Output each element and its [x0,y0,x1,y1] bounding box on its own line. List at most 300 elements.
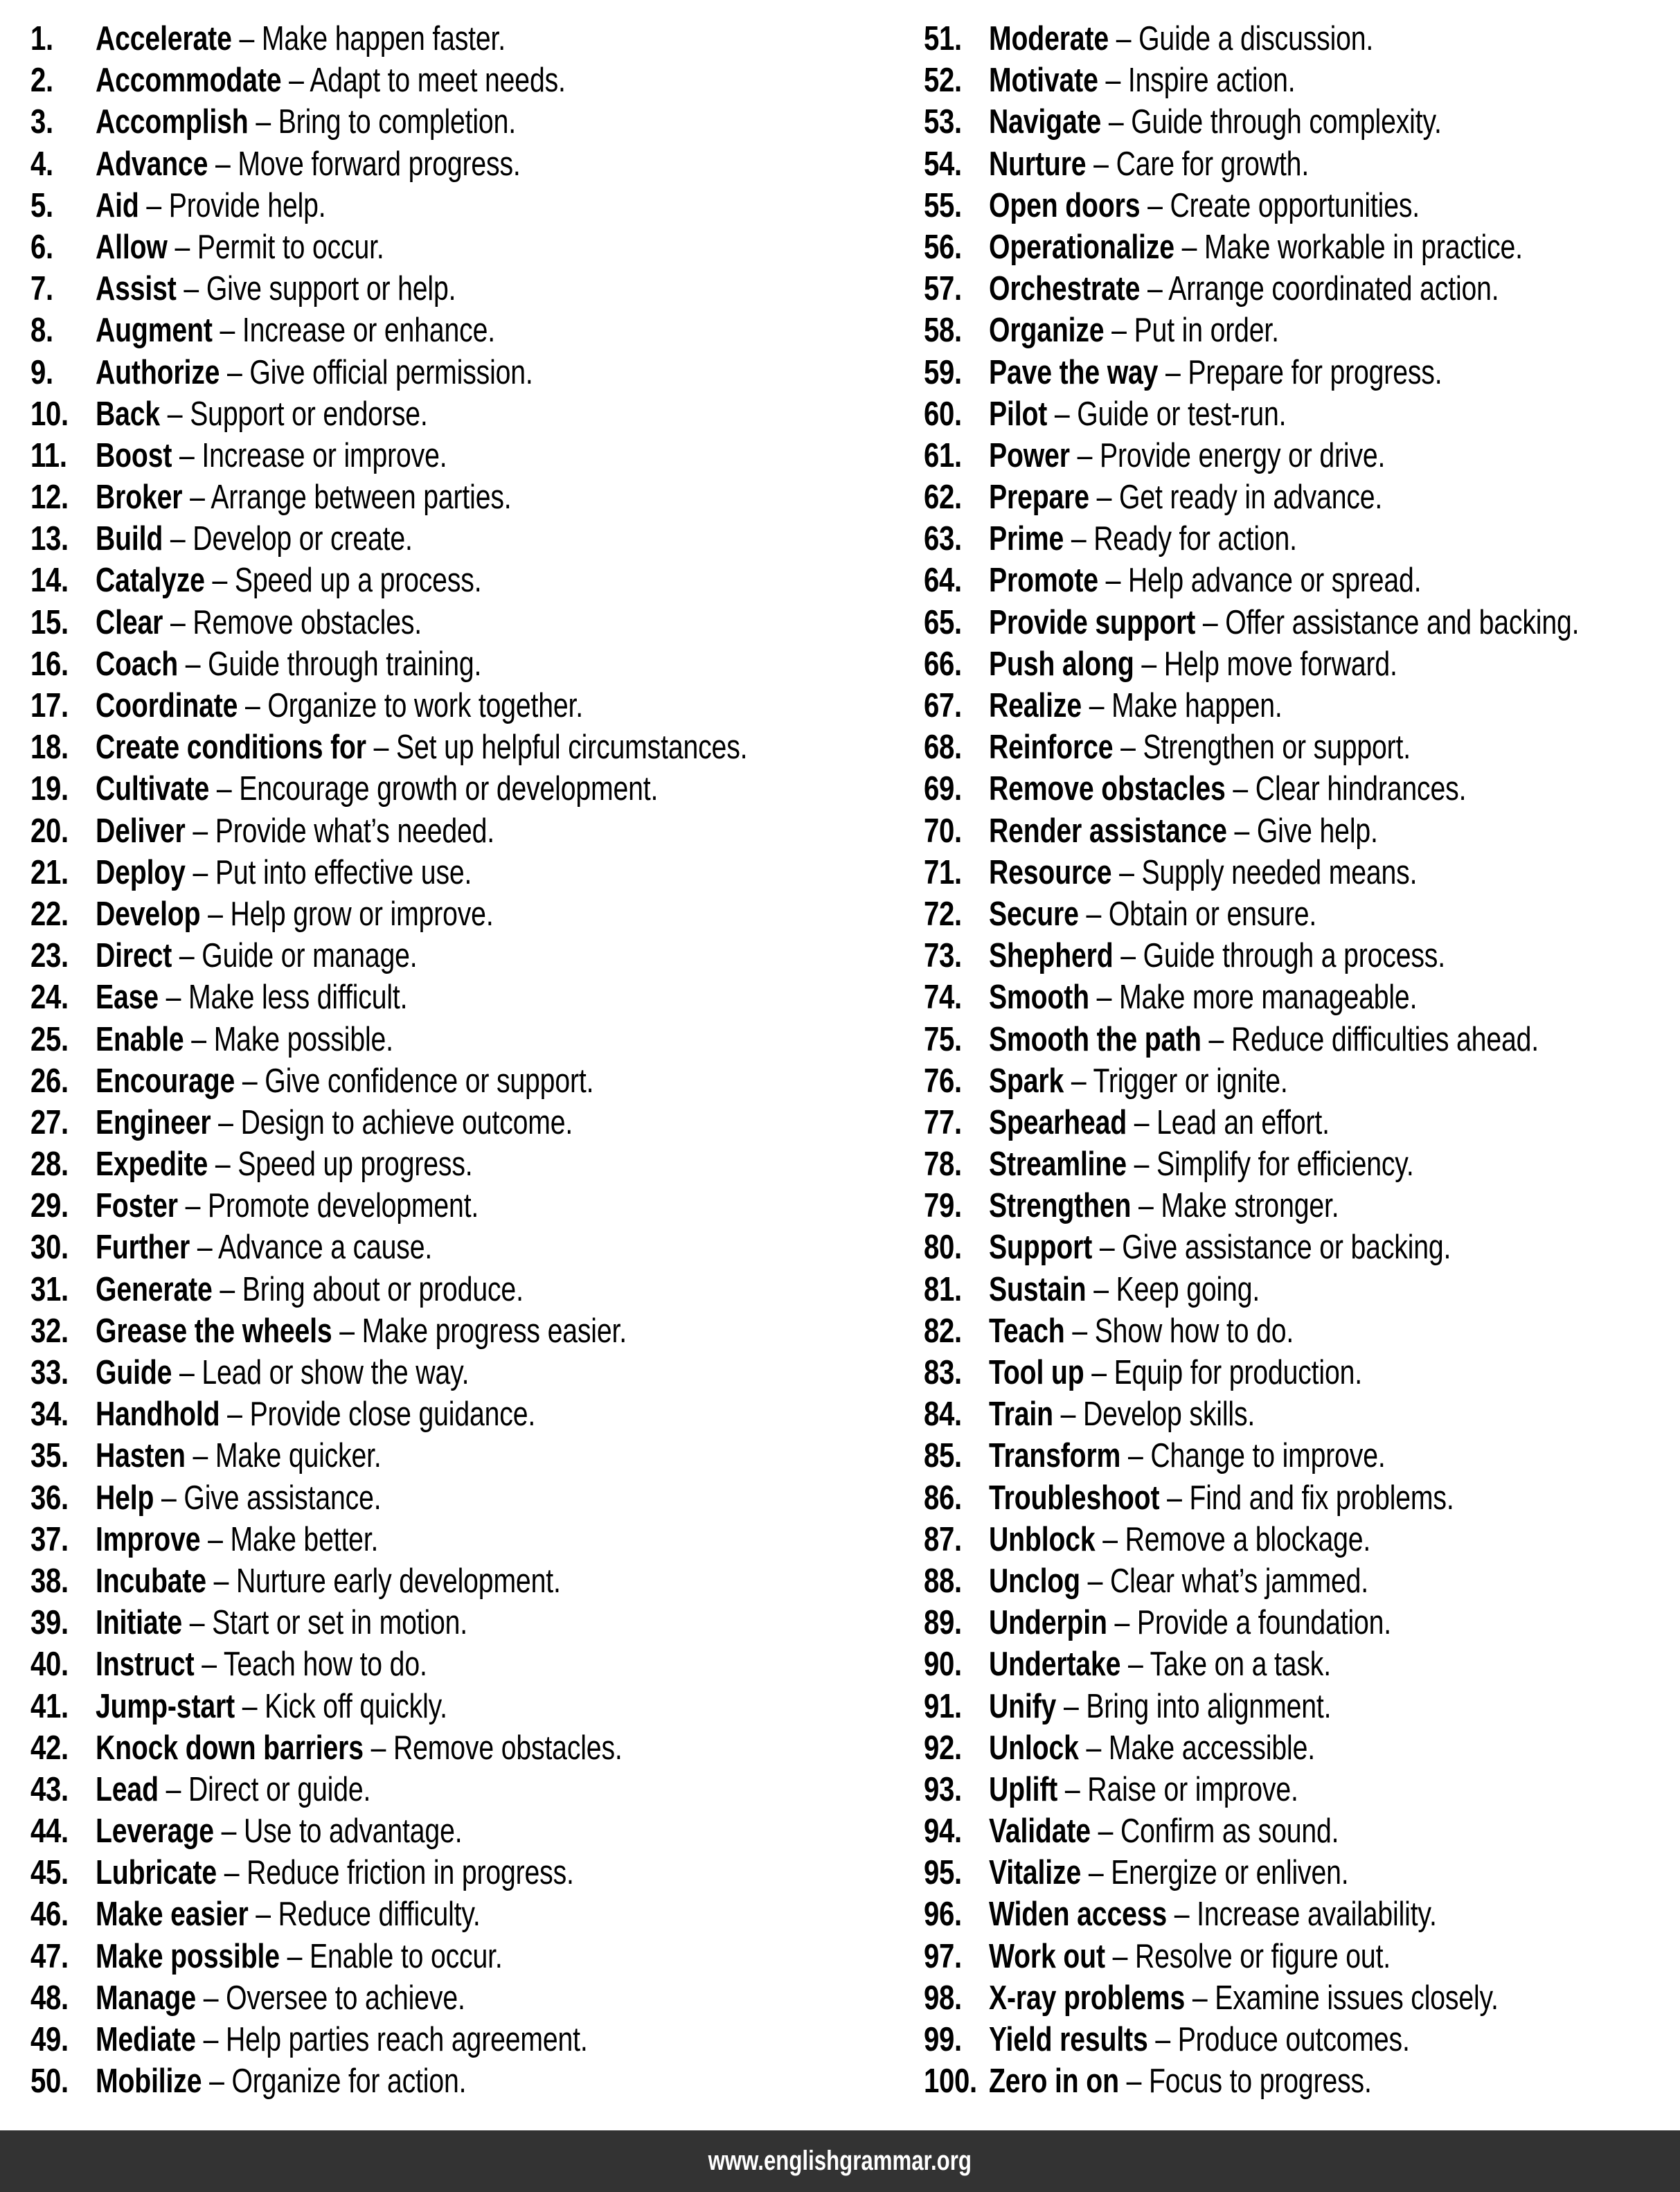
list-item [30,1769,897,1810]
list-item-term: Streamline [989,1146,1127,1184]
list-item-dash: – [220,353,250,391]
list-item-definition: Reduce difficulty. [278,1896,481,1934]
list-item [30,852,897,893]
list-item-number: 9. [30,353,53,391]
list-item-number: 76. [924,1062,962,1100]
list-item-definition: Give support or help. [206,270,456,308]
list-item-definition: Take on a task. [1150,1646,1331,1684]
list-item-body [989,1686,1587,1727]
list-item-body [96,1977,737,2019]
list-item-number: 29. [30,1187,69,1225]
list-item-dash: – [248,103,278,141]
list-item-number: 80. [924,1229,962,1267]
list-item-definition: Make workable in practice. [1204,228,1523,266]
list-item [924,1686,1680,1727]
list-item [30,1936,897,1977]
list-item-definition: Move forward progress. [238,145,521,183]
list-item [30,143,897,185]
list-item-term: Power [989,436,1070,474]
list-item-dash: – [1098,562,1128,600]
list-item-definition: Use to advantage. [243,1812,463,1851]
list-item-dash: – [213,1812,244,1851]
list-item [924,1352,1680,1393]
list-item-body [96,1560,737,1602]
list-item [924,226,1680,268]
list-item-body [989,18,1587,60]
list-item-body [96,643,737,685]
list-item-number: 19. [30,770,69,808]
list-item-number: 74. [924,979,962,1017]
list-item-definition: Organize to work together. [267,687,584,724]
list-item-definition: Arrange between parties. [211,479,512,517]
list-item-body [96,1643,737,1685]
list-item-number: 78. [924,1146,962,1184]
list-item [30,977,897,1018]
list-item-number: 47. [30,1937,69,1975]
list-item-dash: – [195,2021,226,2058]
list-item-term: Tool up [989,1354,1084,1391]
list-item-number: 67. [924,687,962,724]
list-item [924,1810,1680,1852]
list-item-definition: Keep going. [1116,1270,1260,1308]
list-item [924,643,1680,685]
list-item-body [96,1393,737,1435]
list-item-body [989,977,1587,1018]
list-item [924,2060,1680,2102]
list-item-body [96,602,737,643]
list-item [924,685,1680,727]
list-item-definition: Promote development. [207,1187,479,1225]
list-item-dash: – [190,1229,219,1267]
list-item [924,560,1680,601]
list-item [30,476,897,518]
list-item [924,1185,1680,1227]
list-item-body [96,560,737,601]
list-item [924,1227,1680,1268]
list-item [30,560,897,601]
list-item-definition: Design to achieve outcome. [240,1103,573,1141]
list-item-dash: – [1101,103,1132,141]
list-item-definition: Develop skills. [1082,1396,1255,1434]
list-item-number: 37. [30,1520,69,1558]
list-item-definition: Equip for production. [1114,1354,1362,1391]
list-item-dash: – [1080,1562,1110,1600]
list-item-number: 99. [924,2021,962,2058]
list-item-term: Accelerate [96,20,232,57]
list-item [30,685,897,727]
list-item [924,18,1680,60]
list-item-dash: – [208,1146,238,1184]
list-item-number: 95. [924,1854,962,1892]
list-item-number: 98. [924,1979,962,2017]
list-item-definition: Speed up a process. [234,562,482,600]
list-item-term: Broker [96,479,183,517]
list-item-body [989,727,1587,768]
list-item-term: Accommodate [96,62,282,100]
list-item-term: Train [989,1396,1053,1434]
list-item-body [989,2019,1587,2060]
list-item-dash: – [1078,895,1109,933]
list-item-number: 6. [30,228,53,266]
list-item-dash: – [1140,270,1169,308]
list-item-term: Resource [989,853,1112,891]
list-item [30,1393,897,1435]
list-item-body [96,18,737,60]
list-item-number: 82. [924,1312,962,1350]
list-item-definition: Start or set in motion. [212,1604,468,1642]
list-item-definition: Make stronger. [1161,1187,1339,1225]
list-item [30,185,897,226]
list-item-dash: – [332,1312,362,1350]
list-item-number: 40. [30,1646,69,1684]
list-item [30,2019,897,2060]
list-item-dash: – [235,1062,265,1100]
list-item-definition: Arrange coordinated action. [1168,270,1499,308]
list-item-body [96,143,737,185]
list-item-body [96,977,737,1018]
list-item-term: Prepare [989,479,1089,517]
list-item [924,1727,1680,1769]
list-item-dash: – [1089,479,1119,517]
list-item-body [96,1936,737,1977]
list-item-number: 90. [924,1646,962,1684]
list-item-term: Develop [96,895,201,933]
list-item-body [989,560,1587,601]
list-item-definition: Advance a cause. [218,1229,433,1267]
list-item-number: 91. [924,1687,962,1725]
list-item-number: 43. [30,1770,69,1808]
list-item-term: Organize [989,312,1105,350]
list-item-term: Support [989,1229,1093,1267]
list-item-number: 69. [924,770,962,808]
list-item-definition: Help move forward. [1163,645,1397,683]
list-item-definition: Put in order. [1134,312,1279,350]
list-item-body [96,310,737,351]
list-item-term: Engineer [96,1103,211,1141]
list-item-dash: – [1064,520,1094,558]
list-item-definition: Increase or enhance. [242,312,495,350]
list-item-dash: – [185,1437,215,1475]
list-item-term: Expedite [96,1146,208,1184]
list-item-dash: – [1126,1146,1156,1184]
list-item-body [989,1769,1587,1810]
list-item-term: Sustain [989,1270,1087,1308]
list-item [924,1269,1680,1310]
list-item-term: Assist [96,270,177,308]
list-item-dash: – [1140,186,1170,224]
list-item-dash: – [206,1562,237,1600]
list-item-dash: – [200,895,231,933]
list-item-term: Moderate [989,20,1109,57]
list-item-dash: – [1092,1229,1123,1267]
list-item-dash: – [200,1520,231,1558]
list-item-dash: – [1105,1937,1135,1975]
list-item-number: 10. [30,395,69,433]
list-item-number: 31. [30,1270,69,1308]
list-item-term: Coach [96,645,179,683]
list-item-dash: – [138,186,169,224]
list-item-definition: Give confidence or support. [265,1062,594,1100]
list-item-term: Work out [989,1937,1105,1975]
list-item-definition: Show how to do. [1094,1312,1294,1350]
list-item-body [989,1352,1587,1393]
list-item [30,352,897,393]
list-item-number: 11. [30,436,67,474]
list-item-number: 33. [30,1354,69,1391]
list-item-definition: Change to improve. [1150,1437,1386,1475]
list-item-term: Widen access [989,1896,1168,1934]
list-item-definition: Provide what’s needed. [215,812,495,850]
list-item-definition: Give assistance or backing. [1122,1229,1451,1267]
list-item-dash: – [1086,1270,1116,1308]
list-item-dash: – [158,979,189,1017]
list-item-dash: – [178,645,208,683]
list-item-dash: – [1047,395,1078,433]
list-item-definition: Get ready in advance. [1119,479,1383,517]
list-item-number: 83. [924,1354,962,1391]
list-item [924,602,1680,643]
list-item [30,1727,897,1769]
list-item-body [989,643,1587,685]
list-item-number: 28. [30,1146,69,1184]
list-item-definition: Trigger or ignite. [1093,1062,1288,1100]
list-item-number: 15. [30,603,69,641]
list-item-definition: Help parties reach agreement. [225,2021,588,2058]
list-item-body [96,1227,737,1268]
list-item-dash: – [234,1687,265,1725]
list-item-number: 30. [30,1229,69,1267]
list-item [30,268,897,310]
list-item-number: 14. [30,562,69,600]
list-item-definition: Remove a blockage. [1125,1520,1371,1558]
list-item-number: 96. [924,1896,962,1934]
list-item-number: 16. [30,645,69,683]
list-item-body [989,476,1587,518]
list-item [30,1143,897,1185]
list-item-dash: – [172,436,202,474]
list-item-definition: Create opportunities. [1170,186,1420,224]
list-item [30,18,897,60]
list-item-definition: Nurture early development. [236,1562,561,1600]
list-item-definition: Increase availability. [1197,1896,1437,1934]
list-item-term: Motivate [989,62,1098,100]
list-item [924,2019,1680,2060]
list-item [924,1477,1680,1519]
list-item [924,1310,1680,1352]
list-item-term: Foster [96,1187,178,1225]
list-item-body [989,1143,1587,1185]
list-item-dash: – [163,520,193,558]
list-item-term: Incubate [96,1562,206,1600]
list-item-body [96,810,737,852]
list-item-term: Deploy [96,853,186,891]
list-item-definition: Simplify for efficiency. [1156,1146,1414,1184]
list-item-term: Unify [989,1687,1057,1725]
list-item-body [96,1686,737,1727]
list-item-number: 24. [30,979,69,1017]
list-item-body [96,226,737,268]
list-item-definition: Make more manageable. [1119,979,1418,1017]
list-item-body [989,768,1587,810]
list-item-term: Vitalize [989,1854,1082,1892]
list-item-body [989,1227,1587,1268]
list-item-dash: – [154,1479,184,1517]
list-item-definition: Teach how to do. [223,1646,427,1684]
list-item-term: Guide [96,1354,172,1391]
list-item-term: Reinforce [989,729,1114,767]
list-item-number: 49. [30,2021,69,2058]
list-item [924,1143,1680,1185]
list-item-dash: – [194,1646,224,1684]
list-item-definition: Guide through a process. [1143,937,1445,975]
list-item-body [989,685,1587,727]
list-item-body [989,393,1587,435]
list-item-dash: – [231,20,262,57]
list-item-dash: – [184,1020,214,1058]
list-item-body [96,268,737,310]
list-item-definition: Focus to progress. [1148,2062,1372,2101]
list-item [30,1643,897,1685]
list-item-body [989,1310,1587,1352]
list-item-definition: Strengthen or support. [1143,729,1411,767]
footer-website-label: www.englishgrammar.org [708,2146,972,2176]
list-item-term: Direct [96,937,172,975]
list-item-number: 71. [924,853,962,891]
list-item-body [989,2060,1587,2102]
list-item-number: 5. [30,186,53,224]
list-item-definition: Bring into alignment. [1086,1687,1332,1725]
list-item [30,1810,897,1852]
list-item-body [96,1185,737,1227]
list-item-term: Clear [96,603,163,641]
list-item [30,935,897,977]
list-item-term: Lubricate [96,1854,217,1892]
list-item [30,1060,897,1102]
list-item-number: 57. [924,270,962,308]
list-item-number: 85. [924,1437,962,1475]
list-item-definition: Bring about or produce. [242,1270,524,1308]
list-item-dash: – [1134,645,1164,683]
list-item-number: 97. [924,1937,962,1975]
list-item-dash: – [1195,603,1226,641]
list-item-number: 94. [924,1812,962,1851]
list-item-definition: Direct or guide. [188,1770,371,1808]
list-item-body [989,60,1587,101]
list-item-term: Allow [96,228,168,266]
list-item [30,1477,897,1519]
list-item [30,60,897,101]
list-item-term: Troubleshoot [989,1479,1160,1517]
list-item-term: Shepherd [989,937,1114,975]
list-item-body [989,518,1587,560]
list-item-body [96,185,737,226]
list-item-body [96,1519,737,1560]
list-item-body [989,352,1587,393]
list-item-term: Promote [989,562,1098,600]
list-item-number: 61. [924,436,962,474]
list-item [924,1977,1680,2019]
list-item-term: Augment [96,312,213,350]
list-item-term: Pave the way [989,353,1159,391]
list-item [924,1102,1680,1143]
list-item-definition: Inspire action. [1127,62,1296,100]
list-item-definition: Help grow or improve. [230,895,494,933]
list-item-definition: Resolve or figure out. [1134,1937,1391,1975]
list-item-number: 64. [924,562,962,600]
list-item [924,1894,1680,1935]
list-item-term: Spark [989,1062,1064,1100]
list-item-definition: Provide energy or drive. [1099,436,1386,474]
list-item-definition: Develop or create. [193,520,413,558]
list-item-number: 48. [30,1979,69,2017]
list-item-body [989,893,1587,935]
list-item-definition: Give help. [1256,812,1378,850]
list-item [924,1560,1680,1602]
list-item [30,727,897,768]
list-item-body [96,393,737,435]
list-item-body [989,1727,1587,1769]
list-item-definition: Speed up progress. [238,1146,473,1184]
list-item-term: Validate [989,1812,1091,1851]
list-item [30,1310,897,1352]
list-item-body [96,2019,737,2060]
list-item-definition: Give official permission. [249,353,533,391]
list-item-term: Uplift [989,1770,1058,1808]
list-item-term: Catalyze [96,562,205,600]
list-item-number: 79. [924,1187,962,1225]
list-item [30,1977,897,2019]
list-item-number: 21. [30,853,69,891]
list-column-right [897,18,1680,2102]
list-item [30,393,897,435]
list-item [30,518,897,560]
list-item-definition: Prepare for progress. [1188,353,1442,391]
list-item [924,143,1680,185]
list-item [924,1643,1680,1685]
list-item-dash: – [1053,1396,1083,1434]
list-item [924,310,1680,351]
list-item-dash: – [1095,1520,1125,1558]
list-item [924,1393,1680,1435]
list-item-term: Jump-start [96,1687,235,1725]
list-item-dash: – [1081,1854,1111,1892]
list-item-dash: – [1226,812,1257,850]
list-item-dash: – [217,1854,247,1892]
list-item [30,1227,897,1268]
list-item [30,1686,897,1727]
list-item-definition: Reduce friction in progress. [247,1854,574,1892]
list-item-definition: Guide through training. [208,645,482,683]
list-item-body [989,810,1587,852]
list-item-definition: Raise or improve. [1087,1770,1298,1808]
list-item-term: Unblock [989,1520,1096,1558]
list-item [30,2060,897,2102]
list-item-definition: Confirm as sound. [1120,1812,1339,1851]
list-item-body [96,1477,737,1519]
list-item-term: Back [96,395,161,433]
list-item [924,1019,1680,1060]
list-item [924,435,1680,476]
list-item-number: 45. [30,1854,69,1892]
list-item [924,893,1680,935]
list-item-body [96,1894,737,1935]
list-item-term: Ease [96,979,159,1017]
list-item-term: Manage [96,1979,196,2017]
list-item-number: 92. [924,1729,962,1767]
list-item-number: 4. [30,145,53,183]
list-item-dash: – [172,1354,202,1391]
list-item [30,1352,897,1393]
